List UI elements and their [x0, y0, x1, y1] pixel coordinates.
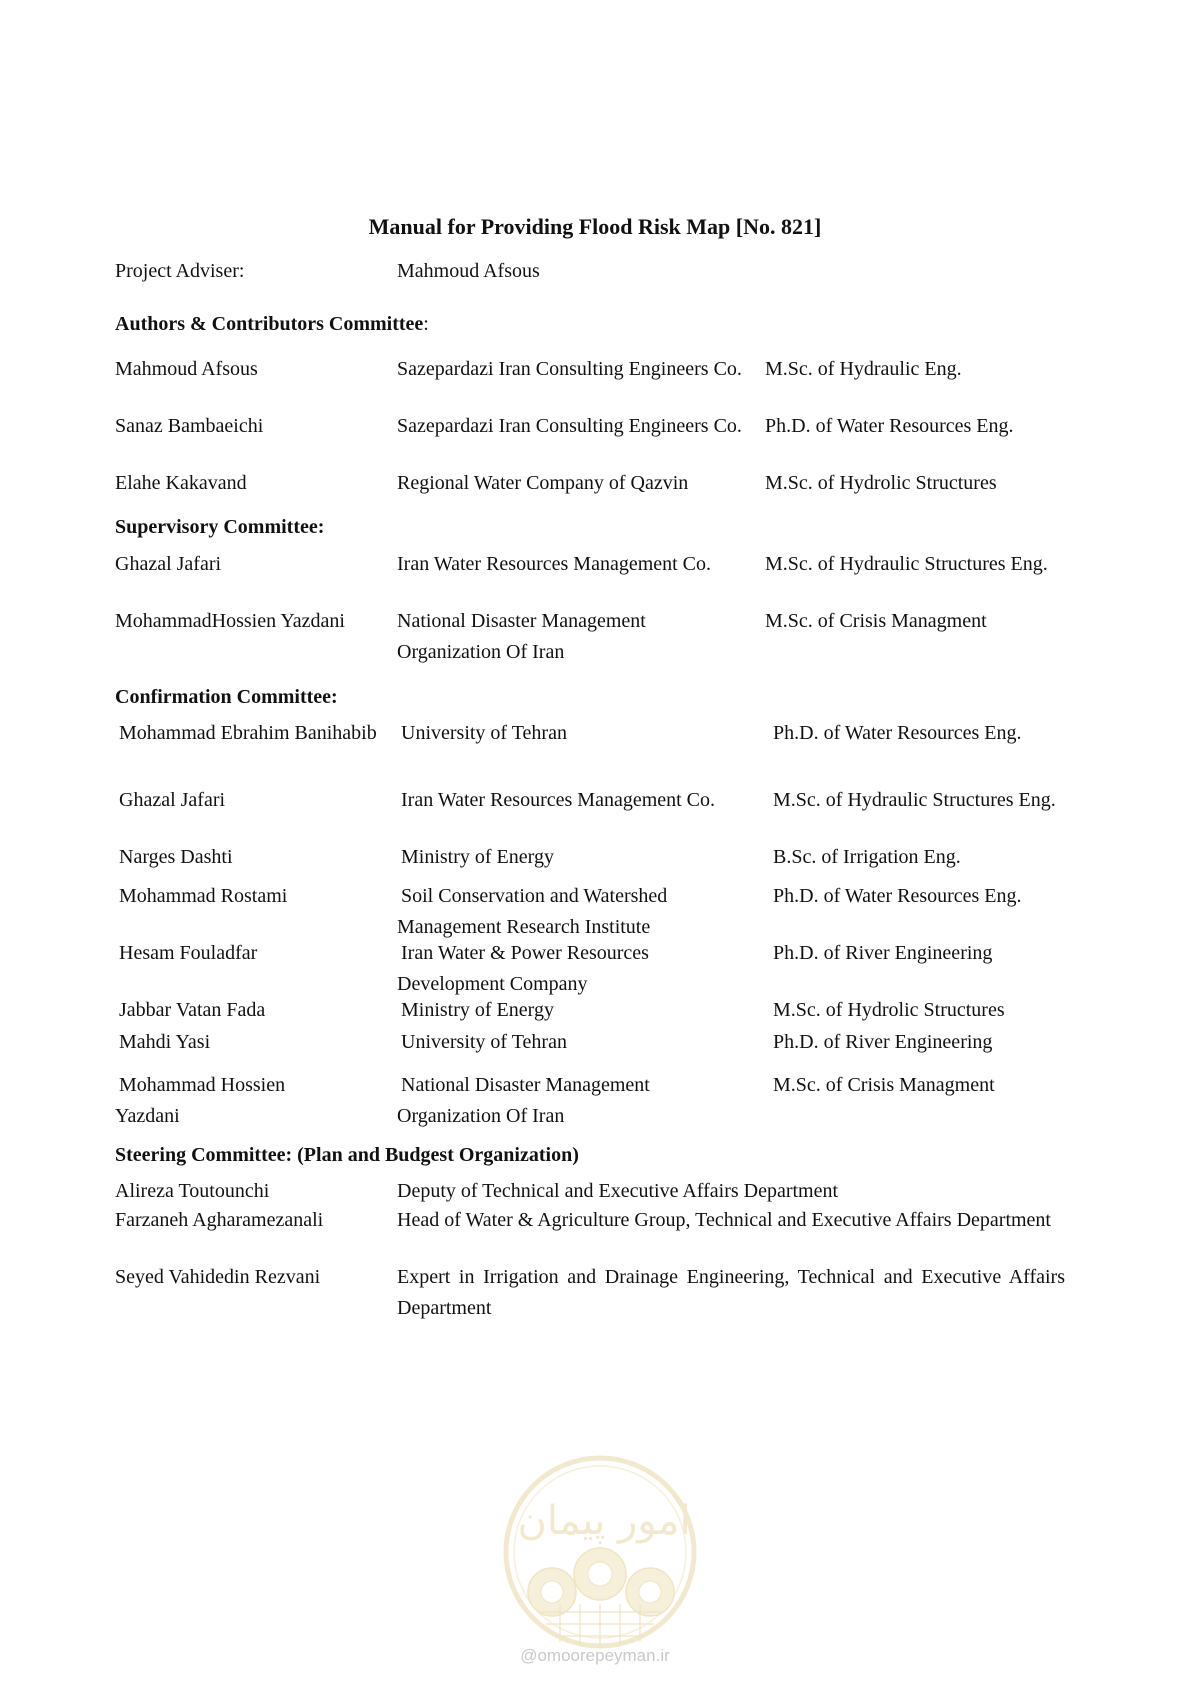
- member-org: National Disaster Management Organization Of Iran: [397, 610, 646, 663]
- table-row: [115, 938, 1065, 995]
- member-degree: M.Sc. of Hydrolic Structures: [765, 472, 997, 494]
- member-name: Ghazal Jafari: [119, 789, 226, 811]
- member-name: Mohammad Rostami: [119, 885, 288, 907]
- member-role: Deputy of Technical and Executive Affairs Department: [397, 1180, 839, 1202]
- table-row: [115, 1262, 1065, 1319]
- member-degree: Ph.D. of Water Resources Eng.: [765, 415, 1014, 437]
- member-org: Sazepardazi Iran Consulting Engineers Co.: [397, 415, 742, 437]
- page-title: Manual for Providing Flood Risk Map [No. 821]: [368, 214, 822, 239]
- member-org: Ministry of Energy: [401, 846, 554, 868]
- table-row: [115, 881, 1065, 938]
- adviser-name: Mahmoud Afsous: [397, 260, 540, 282]
- member-org: Iran Water Resources Management Co.: [401, 789, 716, 811]
- member-degree: M.Sc. of Hydraulic Structures Eng.: [765, 553, 1048, 575]
- table-row: [115, 1070, 1065, 1132]
- member-role: Expert in Irrigation and Drainage Engineering, Technical and Executive Affairs Department: [397, 1266, 1065, 1319]
- member-org: University of Tehran: [401, 1031, 567, 1053]
- member-org: Regional Water Company of Qazvin: [397, 472, 689, 494]
- watermark-url: @omoorepeyman.ir: [520, 1646, 670, 1665]
- omoorepeyman-logo-icon: [500, 1452, 700, 1652]
- table-row: [115, 606, 1065, 668]
- logo-text: امور پیمان: [517, 1498, 691, 1544]
- confirmation-table: [115, 718, 1065, 1132]
- table-row: [115, 354, 1065, 411]
- member-org: Soil Conservation and Watershed Management Research Institute: [397, 885, 668, 938]
- member-name: Mahmoud Afsous: [115, 358, 258, 380]
- member-degree: M.Sc. of Hydraulic Structures Eng.: [773, 789, 1056, 811]
- member-name: Farzaneh Agharamezanali: [115, 1209, 324, 1231]
- supervisory-table: [115, 549, 1065, 668]
- member-name: Hesam Fouladfar: [119, 942, 258, 964]
- table-row: [115, 468, 1065, 499]
- table-row: [115, 718, 1065, 785]
- member-name: Elahe Kakavand: [115, 472, 247, 494]
- member-degree: M.Sc. of Hydraulic Eng.: [765, 358, 962, 380]
- member-degree: Ph.D. of River Engineering: [773, 1031, 993, 1053]
- member-degree: Ph.D. of Water Resources Eng.: [773, 722, 1022, 744]
- member-name: Seyed Vahidedin Rezvani: [115, 1266, 321, 1288]
- member-role: Head of Water & Agriculture Group, Technical and Executive Affairs Department: [397, 1209, 1051, 1231]
- member-org: National Disaster Management Organization Of Iran: [397, 1074, 650, 1127]
- member-name: Mahdi Yasi: [119, 1031, 211, 1053]
- table-row: [115, 1176, 1065, 1205]
- confirmation-heading: Confirmation Committee:: [115, 686, 338, 708]
- authors-table: [115, 354, 1065, 499]
- member-name: Mohammad Ebrahim Banihabib: [119, 722, 377, 744]
- member-name: Ghazal Jafari: [115, 553, 222, 575]
- member-degree: Ph.D. of Water Resources Eng.: [773, 885, 1022, 907]
- member-org: Iran Water Resources Management Co.: [397, 553, 712, 575]
- table-row: [115, 785, 1065, 842]
- member-degree: M.Sc. of Crisis Managment: [773, 1074, 995, 1096]
- member-name: Narges Dashti: [119, 846, 233, 868]
- member-degree: M.Sc. of Hydrolic Structures: [773, 999, 1005, 1021]
- table-row: [115, 842, 1065, 881]
- member-name: MohammadHossien Yazdani: [115, 610, 345, 632]
- steering-table: [115, 1176, 1065, 1319]
- member-name: Sanaz Bambaeichi: [115, 415, 264, 437]
- member-name: Jabbar Vatan Fada: [119, 999, 266, 1021]
- member-degree: M.Sc. of Crisis Managment: [765, 610, 987, 632]
- member-degree: B.Sc. of Irrigation Eng.: [773, 846, 961, 868]
- authors-heading: Authors & Contributors Committee:: [115, 313, 429, 335]
- table-row: [115, 1027, 1065, 1070]
- steering-heading: Steering Committee: (Plan and Budgest Organization): [115, 1144, 579, 1166]
- member-name: Mohammad Hossien Yazdani: [115, 1074, 286, 1127]
- project-adviser: [115, 256, 1065, 287]
- table-row: [115, 411, 1065, 468]
- adviser-label: Project Adviser:: [115, 260, 245, 282]
- member-org: University of Tehran: [401, 722, 567, 744]
- supervisory-heading: Supervisory Committee:: [115, 516, 325, 538]
- table-row: [115, 1205, 1065, 1262]
- table-row: [115, 995, 1065, 1027]
- member-org: Iran Water & Power Resources Development Company: [397, 942, 649, 995]
- member-degree: Ph.D. of River Engineering: [773, 942, 993, 964]
- member-name: Alireza Toutounchi: [115, 1180, 270, 1202]
- member-org: Sazepardazi Iran Consulting Engineers Co.: [397, 358, 742, 380]
- table-row: [115, 549, 1065, 606]
- member-org: Ministry of Energy: [401, 999, 554, 1021]
